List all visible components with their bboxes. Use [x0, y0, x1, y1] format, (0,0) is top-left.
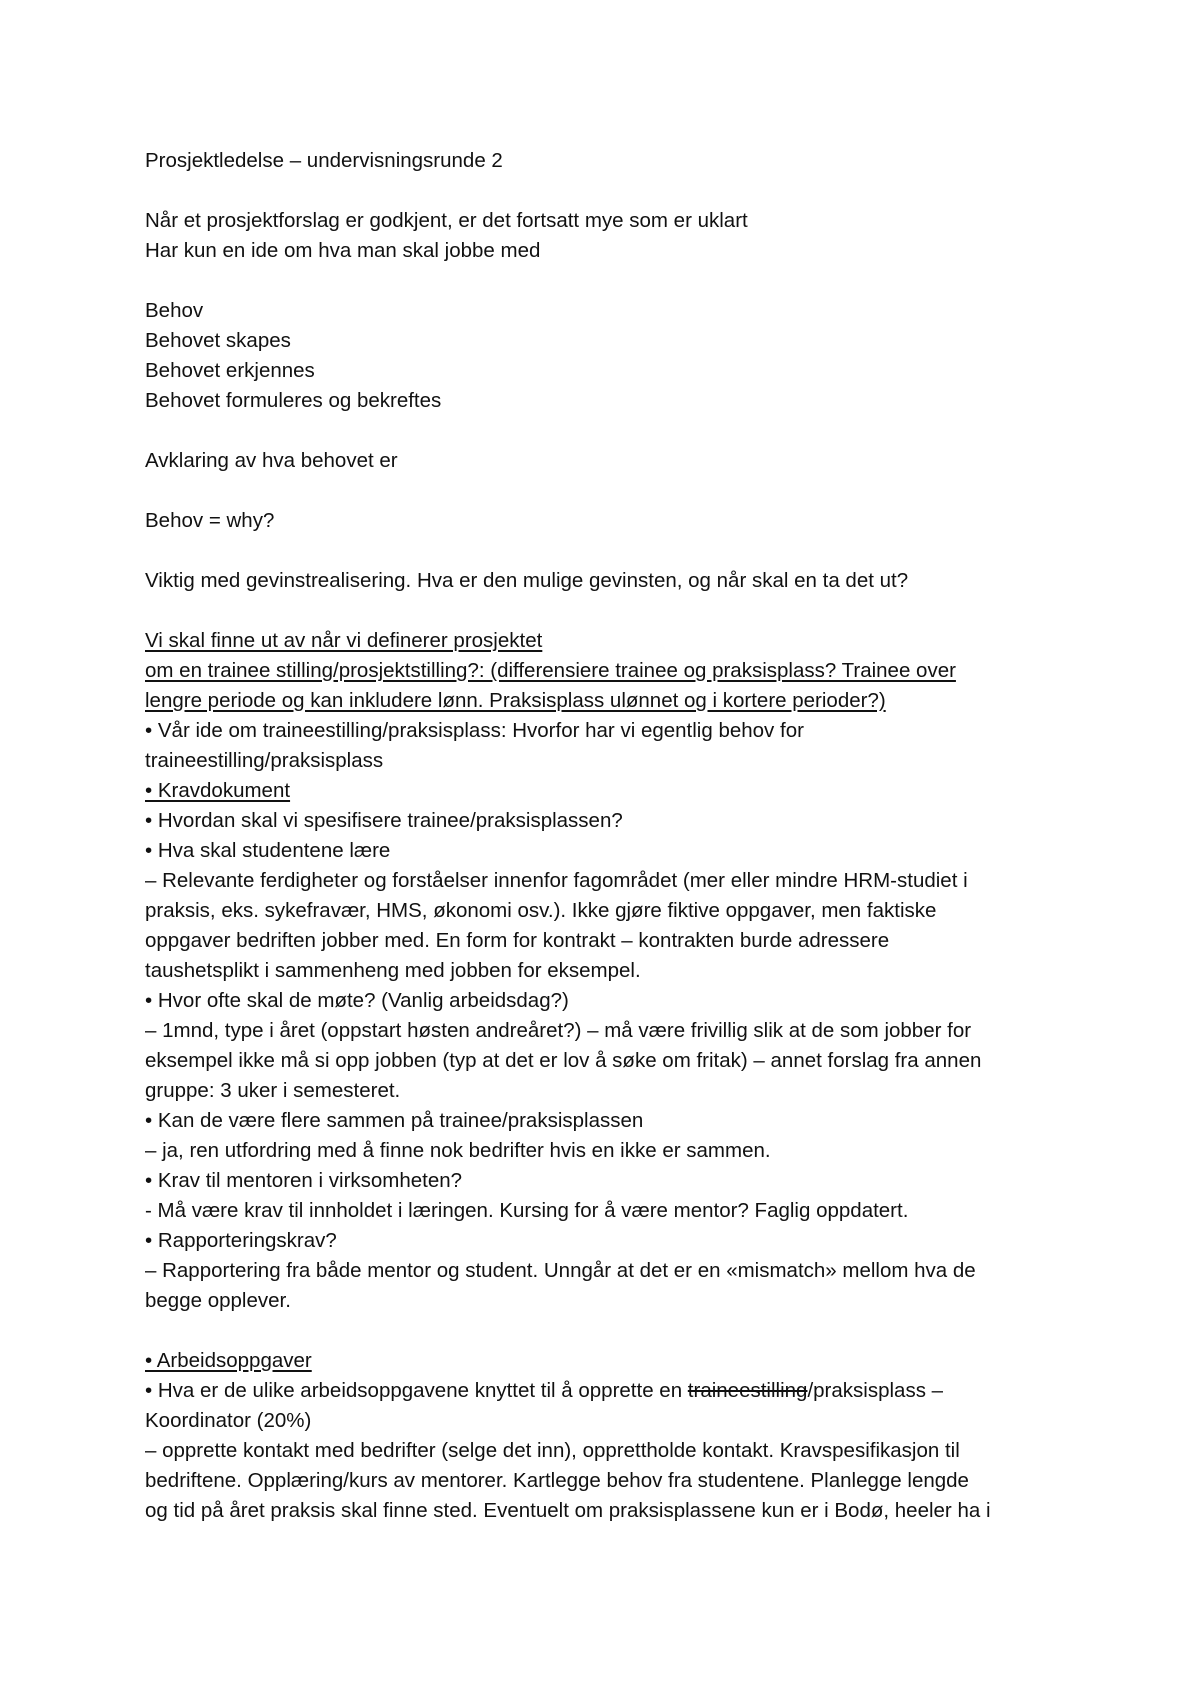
spacer [145, 176, 1065, 206]
kravdokument-heading: • Kravdokument [145, 779, 291, 802]
list-item: – Rapportering fra både mentor og student. Unngår at det er en «mismatch» mellom hva de [145, 1259, 976, 1282]
list-item: – Relevante ferdigheter og forståelser innenfor fagområdet (mer eller mindre HRM-studiet i [145, 869, 968, 892]
bullet-line: • Vår ide om traineestilling/praksisplass: Hvorfor har vi egentlig behov for [145, 719, 804, 742]
behov-line: Behovet erkjennes [145, 359, 315, 382]
underlined-heading-line: lengre periode og kan inkludere lønn. Praksisplass ulønnet og i kortere perioder?) [145, 689, 886, 712]
list-item: oppgaver bedriften jobber med. En form for kontrakt – kontrakten burde adressere [145, 929, 890, 952]
bullet-line: traineestilling/praksisplass [145, 749, 384, 772]
paragraph-line: Har kun en ide om hva man skal jobbe med [145, 239, 541, 262]
struck-text: traineestilling [687, 1379, 808, 1402]
spacer [145, 596, 1065, 626]
spacer [145, 536, 1065, 566]
list-item: bedriftene. Opplæring/kurs av mentorer. Kartlegge behov fra studentene. Planlegge lengde [145, 1469, 969, 1492]
behov-line: Behov [145, 299, 204, 322]
paragraph-line: Når et prosjektforslag er godkjent, er det fortsatt mye som er uklart [145, 209, 748, 232]
list-item: • Krav til mentoren i virksomheten? [145, 1169, 463, 1192]
list-item: • Hvor ofte skal de møte? (Vanlig arbeidsdag?) [145, 989, 569, 1012]
avklaring-line: Avklaring av hva behovet er [145, 449, 398, 472]
spacer [145, 476, 1065, 506]
behov-line: Behovet skapes [145, 329, 291, 352]
arbeid-line [145, 1376, 1065, 1406]
gevinst-line: Viktig med gevinstrealisering. Hva er den mulige gevinsten, og når skal en ta det ut? [145, 569, 909, 592]
list-item: – 1mnd, type i året (oppstart høsten andreåret?) – må være frivillig slik at de som jobber for [145, 1019, 972, 1042]
spacer [145, 416, 1065, 446]
underlined-heading-line: om en trainee stilling/prosjektstilling?: (differensiere trainee og praksisplass? Trainee over [145, 659, 956, 682]
list-item: - Må være krav til innholdet i læringen. Kursing for å være mentor? Faglig oppdatert. [145, 1199, 909, 1222]
list-item: begge opplever. [145, 1289, 291, 1312]
list-item: • Kan de være flere sammen på trainee/praksisplassen [145, 1109, 644, 1132]
underlined-heading-line: Vi skal finne ut av når vi definerer prosjektet [145, 629, 543, 652]
list-item: eksempel ikke må si opp jobben (typ at det er lov å søke om fritak) – annet forslag fra annen [145, 1049, 982, 1072]
list-item: • Hvordan skal vi spesifisere trainee/praksisplassen? [145, 809, 623, 832]
arbeidsoppgaver-heading: • Arbeidsoppgaver [145, 1349, 312, 1372]
list-item: – opprette kontakt med bedrifter (selge det inn), opprettholde kontakt. Kravspesifikasjon til [145, 1439, 960, 1462]
document-title: Prosjektledelse – undervisningsrunde 2 [145, 149, 503, 172]
document-body [145, 146, 1065, 1526]
arbeid-line-start: • Hva er de ulike arbeidsoppgavene knyttet til å opprette en [145, 1379, 688, 1402]
list-item: Koordinator (20%) [145, 1409, 312, 1432]
list-item: • Rapporteringskrav? [145, 1229, 337, 1252]
list-item: praksis, eks. sykefravær, HMS, økonomi osv.). Ikke gjøre fiktive oppgaver, men faktiske [145, 899, 937, 922]
list-item: og tid på året praksis skal finne sted. Eventuelt om praksisplassene kun er i Bodø, heeler ha i [145, 1499, 991, 1522]
spacer [145, 1316, 1065, 1346]
arbeid-line-end: /praksisplass – [807, 1379, 944, 1402]
list-item: • Hva skal studentene lære [145, 839, 391, 862]
list-item: – ja, ren utfordring med å finne nok bedrifter hvis en ikke er sammen. [145, 1139, 771, 1162]
behov-why-line: Behov = why? [145, 509, 275, 532]
spacer [145, 266, 1065, 296]
list-item: gruppe: 3 uker i semesteret. [145, 1079, 401, 1102]
list-item: taushetsplikt i sammenheng med jobben for eksempel. [145, 959, 641, 982]
behov-line: Behovet formuleres og bekreftes [145, 389, 442, 412]
